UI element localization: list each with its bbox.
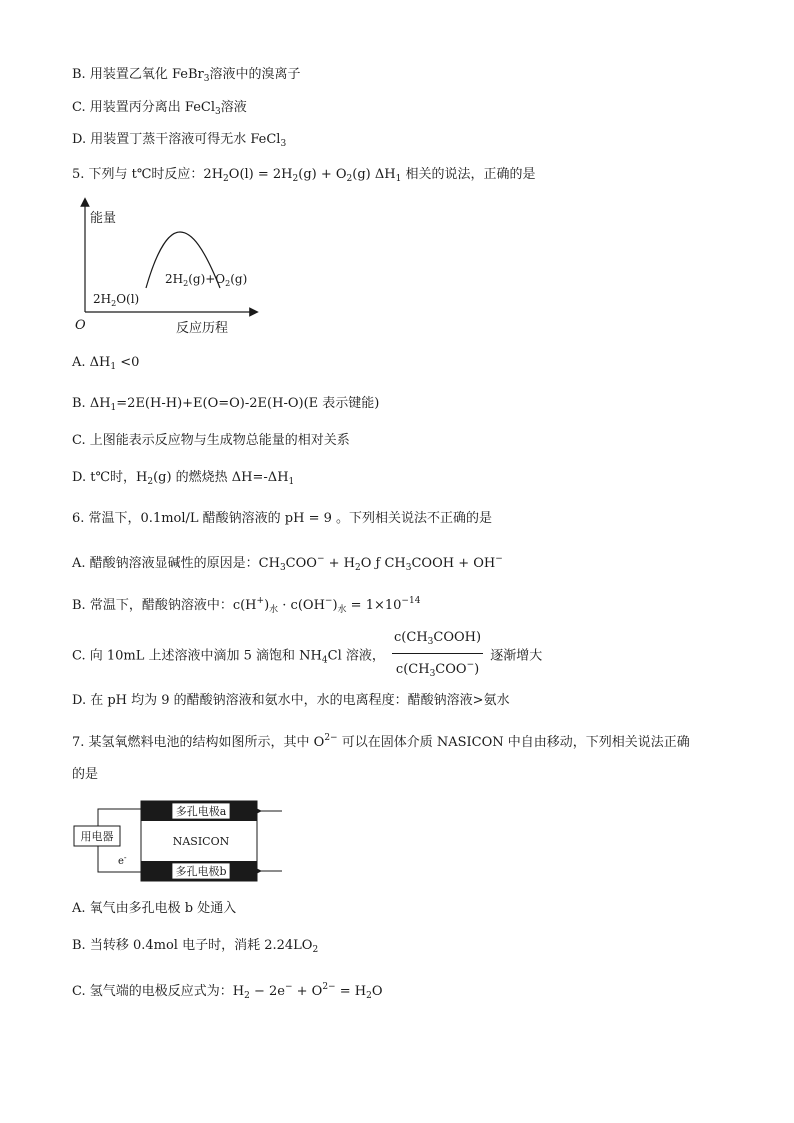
x-axis-label: 反应历程: [176, 321, 229, 336]
question-6-stem: 6. 常温下，0.1mol/L 醋酸钠溶液的 pH = 9 。下列相关说法不正确的是: [72, 511, 493, 526]
electrode-b-label: 多孔电极b: [175, 865, 227, 878]
nasicon-label: NASICON: [172, 835, 230, 848]
q5-option-a: A. $\Delta H_1 <0$: [72, 355, 140, 372]
q4-option-d: D. 用装置丁蒸干溶液可得无水 FeCl$_3$: [72, 132, 287, 149]
q7-option-a: A. 氧气由多孔电极 b 处通入: [72, 901, 237, 916]
q4-option-b: B. 用装置乙氧化 FeBr$_3$溶液中的溴离子: [72, 67, 301, 84]
reactant-label: $2H_2O(l)$: [93, 292, 140, 308]
electrode-a-label: 多孔电极a: [175, 805, 227, 818]
q5-option-b: B. $\Delta H_1=2E(H-H)+E(O=O)-2E(H-O)(E$ 表示键能): [72, 396, 380, 413]
q6-option-d: D. 在 pH 均为 9 的醋酸钠溶液和氨水中，水的电离程度：醋酸钠溶液>氨水: [72, 693, 510, 708]
electron-label: e-: [118, 853, 127, 867]
q5-option-d: D. t℃时，$H_2(g)$ 的燃烧热 $\Delta H=-\Delta H_1$: [72, 470, 295, 487]
q5-option-c: C. 上图能表示反应物与生成物总能量的相对关系: [72, 433, 350, 448]
circuit-wire-top: [98, 809, 141, 826]
concentration-ratio-fraction: $\frac{c(CH_3COOH)}{c(CH_3COO^-)}$: [394, 630, 482, 679]
q4-option-c: C. 用装置丙分离出 FeCl$_3$溶液: [72, 100, 247, 117]
question-5-stem: 5. 下列与 t℃时反应：$2H_2O(l) = 2H_2(g) + O_2(g)$ $\Delta H_1$ 相关的说法，正确的是: [72, 167, 536, 184]
energy-profile-diagram: [70, 196, 270, 341]
q7-option-c: C. 氢气端的电极反应式为：$H_2 - 2e^- + O^{2-} = H_2O$: [72, 982, 383, 1001]
q6-option-c: C. 向 10mL 上述溶液中滴加 5 滴饱和 $NH_4Cl$ 溶液， $\frac{c(CH_3COOH)}{c(CH_3COO^-)}$ 逐渐增大: [72, 628, 542, 684]
question-7-stem-cont: 的是: [72, 767, 99, 782]
q6-option-a: A. 醋酸钠溶液显碱性的原因是：$CH_3COO^- + H_2O$ ƒ $CH_3COOH + OH^-$: [72, 554, 503, 573]
q6-option-b: B. 常温下，醋酸钠溶液中：$c(H^+)_水 \cdot c(OH^-)_水 = 1\times 10^{-14}$: [72, 596, 421, 615]
device-label: 用电器: [80, 830, 114, 843]
y-axis-label: 能量: [90, 211, 117, 226]
product-label: $2H_2(g)+O_2(g)$: [165, 272, 248, 288]
origin-label: O: [75, 318, 86, 333]
question-7-stem: 7. 某氢氧燃料电池的结构如图所示，其中 $O^{2-}$ 可以在固体介质 NASICON 中自由移动，下列相关说法正确: [72, 733, 690, 750]
q7-option-b: B. 当转移 0.4mol 电子时，消耗 $2.24LO_2$: [72, 938, 319, 955]
fuel-cell-diagram: [70, 796, 290, 888]
